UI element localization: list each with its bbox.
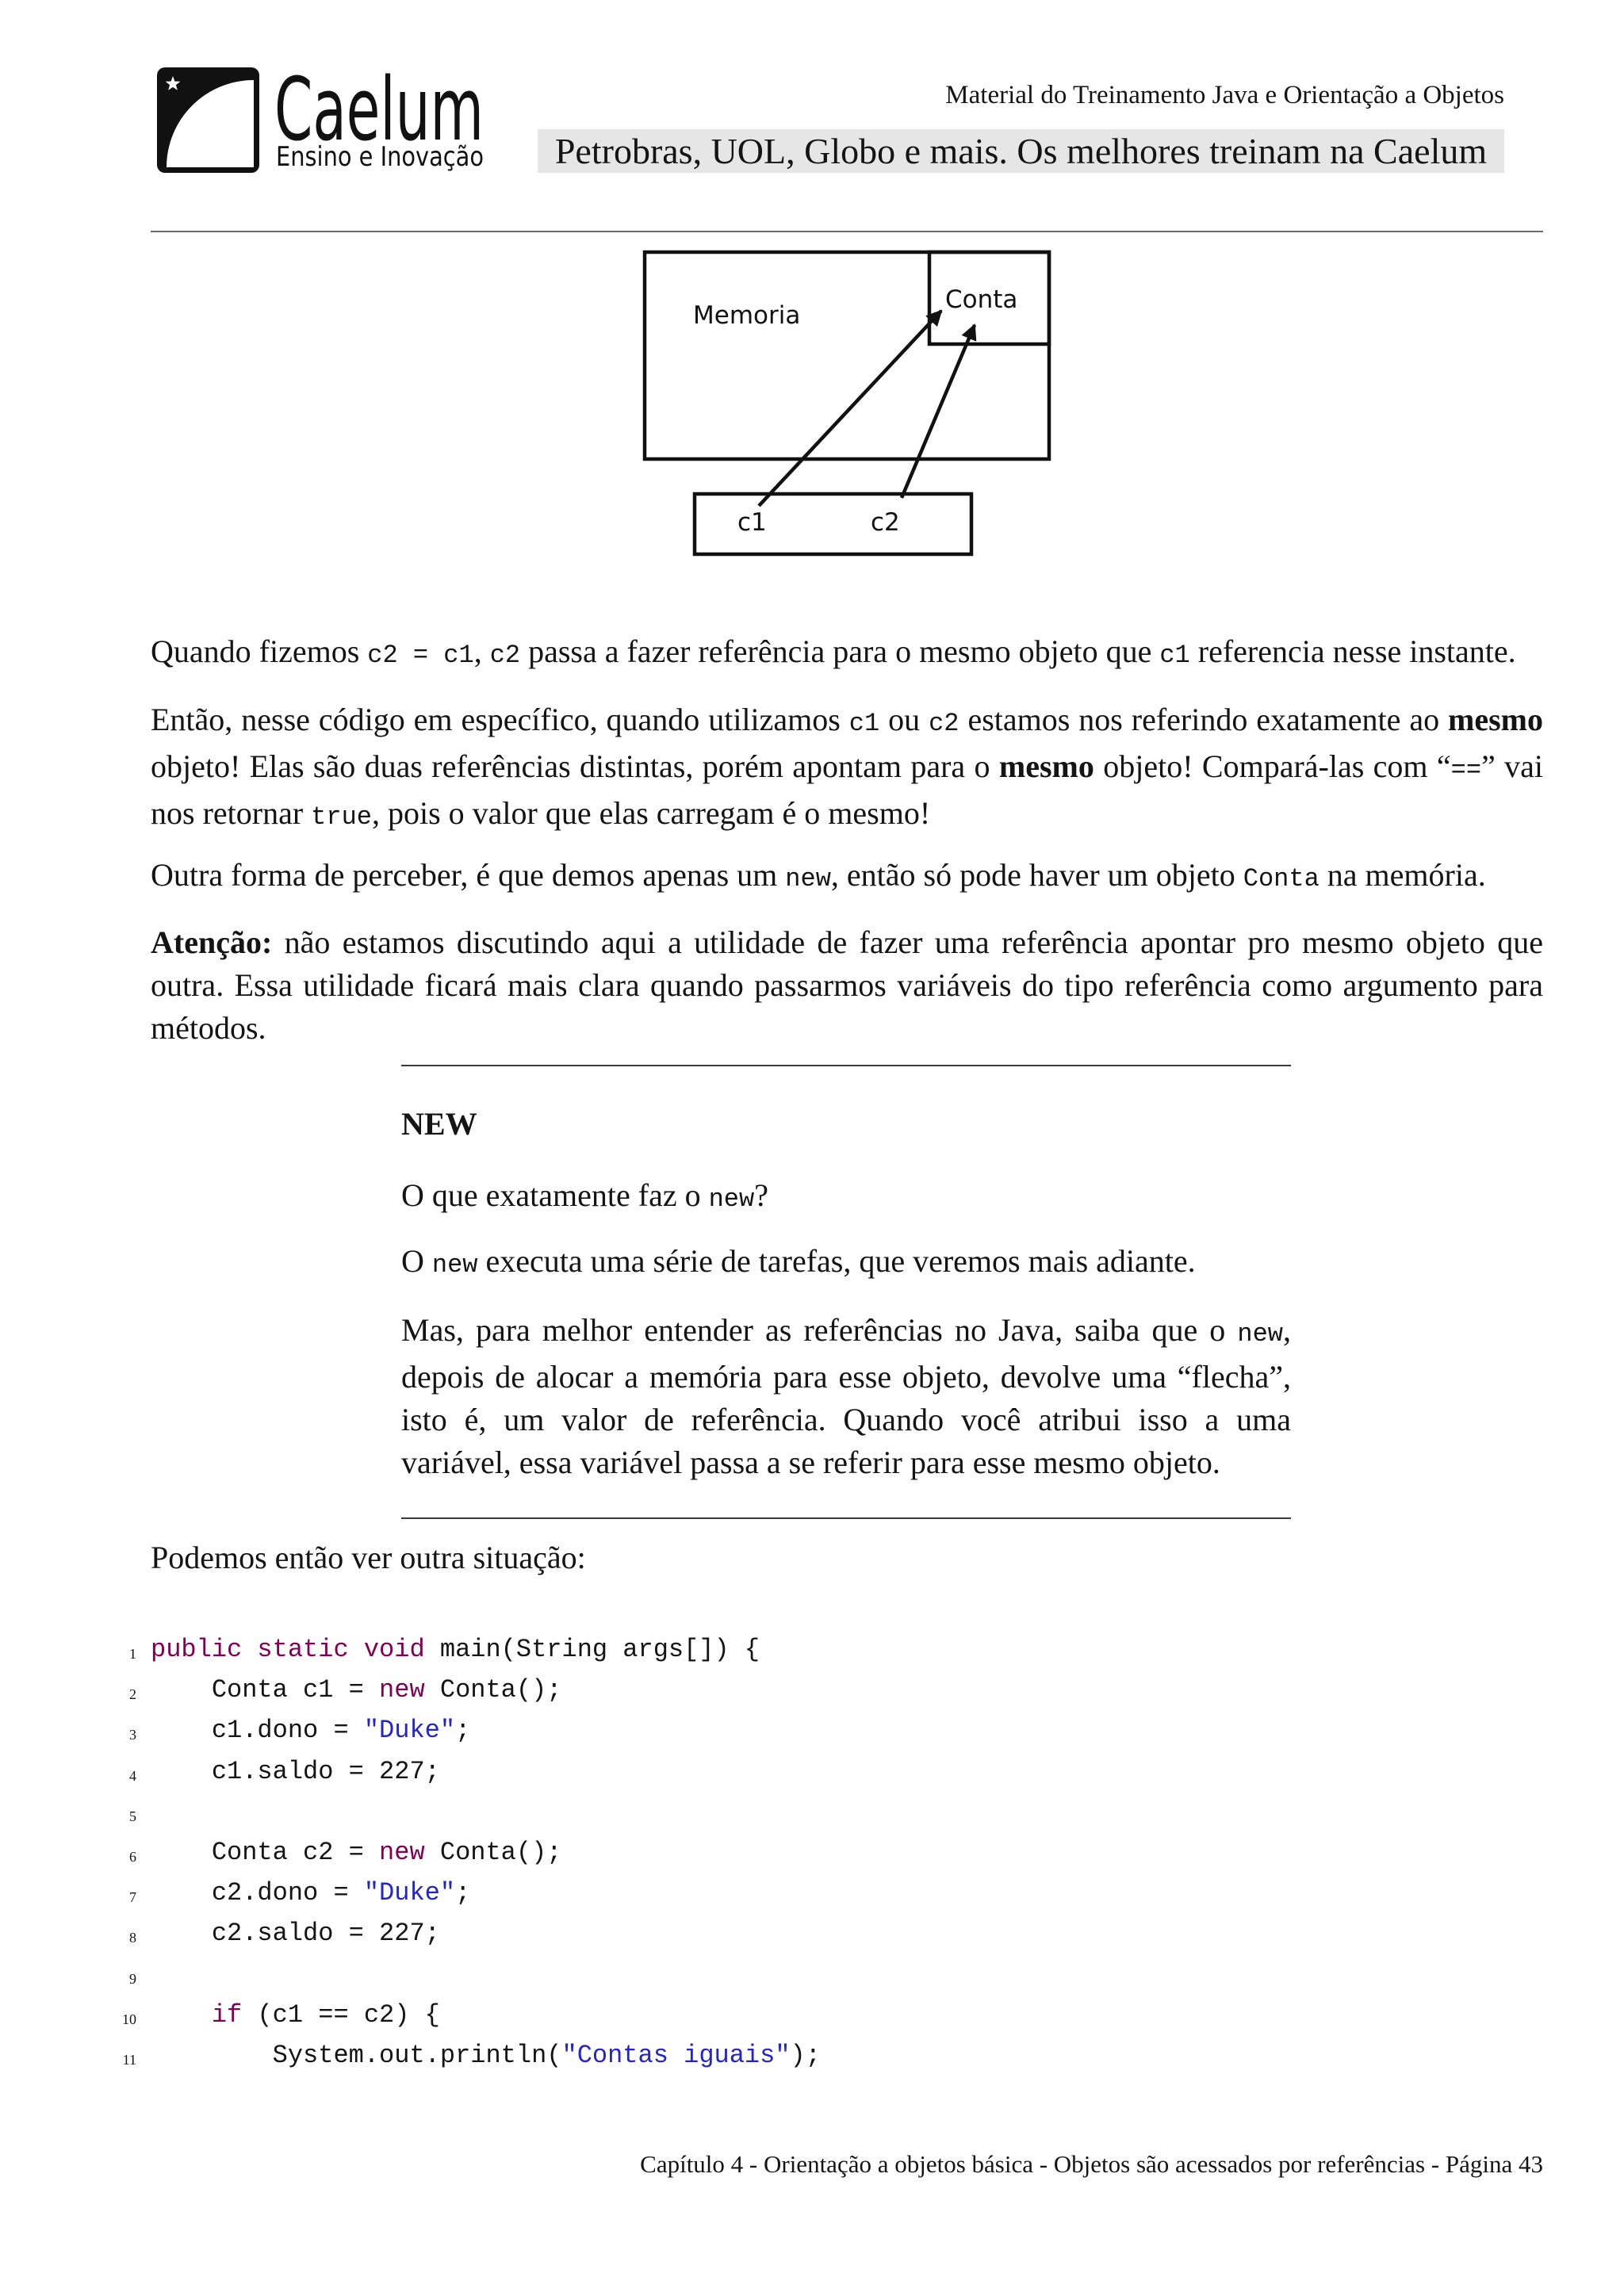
memory-box — [645, 252, 1049, 459]
text: não estamos discutindo aqui a utilidade de fazer uma referência apontar pro mesmo objeto que outra. Essa utilidade ficará mais clara quando passarmos variáveis do tipo referência como argumento para métodos. — [151, 924, 1543, 1046]
code-keyword: new — [379, 1837, 425, 1867]
text: objeto! Elas são duas referências distintas, porém apontam para o — [151, 748, 999, 784]
reference-c1-label: c1 — [737, 508, 767, 537]
code-line — [0, 1913, 1624, 1954]
box-title: NEW — [401, 1106, 477, 1142]
code-line — [0, 1995, 1624, 2035]
paragraph-1 — [151, 630, 1543, 677]
code-text: ); — [790, 2040, 821, 2070]
code-line — [0, 1751, 1624, 1792]
emphasis: mesmo — [998, 748, 1094, 784]
code-line — [0, 1792, 1624, 1832]
code-line — [0, 1710, 1624, 1751]
code-text: c2.dono = — [151, 1878, 364, 1908]
code-text: Conta(); — [424, 1675, 562, 1705]
text: O — [401, 1243, 432, 1279]
material-title: Material do Treinamento Java e Orientação a Objetos — [945, 81, 1504, 109]
line-number: 9 — [129, 1970, 136, 1987]
code-text: ; — [455, 1878, 471, 1908]
code-text: System.out.println( — [151, 2040, 562, 2070]
box-top-rule — [401, 1065, 1291, 1066]
code-line — [0, 1954, 1624, 1995]
code-content — [151, 1751, 440, 1792]
line-number: 5 — [129, 1808, 136, 1824]
box-paragraph-2 — [401, 1309, 1291, 1484]
line-number: 7 — [129, 1889, 136, 1906]
paragraph-attention — [151, 921, 1543, 1050]
line-number: 6 — [129, 1848, 136, 1865]
code-string: "Duke" — [363, 1878, 456, 1908]
inline-code: c2 = c1 — [367, 641, 474, 670]
code-line — [0, 2035, 1624, 2076]
code-text: c1.dono = — [151, 1716, 364, 1746]
text: executa uma série de tarefas, que veremos mais adiante. — [477, 1243, 1196, 1279]
slogan-banner: Petrobras, UOL, Globo e mais. Os melhores treinam na Caelum — [538, 129, 1504, 173]
code-string: "Contas iguais" — [561, 2040, 791, 2070]
code-content — [151, 1710, 470, 1751]
text: Outra forma de perceber, é que demos apenas um — [151, 857, 786, 893]
code-text: Conta c1 = — [151, 1675, 380, 1705]
code-line — [0, 1873, 1624, 1913]
code-text: (c1 == c2) { — [242, 1999, 440, 2030]
memory-reference-diagram — [634, 242, 1063, 567]
object-label: Conta — [945, 285, 1018, 314]
code-content — [151, 1832, 561, 1873]
page-footer: Capítulo 4 - Orientação a objetos básica - Objetos são acessados por referências - Página 43 — [640, 2150, 1543, 2178]
code-content — [151, 1629, 760, 1670]
code-content — [151, 1873, 470, 1913]
inline-code: true — [311, 802, 372, 832]
code-line — [0, 1670, 1624, 1710]
inline-code: new — [785, 864, 831, 894]
line-number: 8 — [129, 1930, 136, 1946]
code-line — [0, 1832, 1624, 1873]
inline-code: c2 — [929, 709, 959, 738]
inline-code: new — [1237, 1319, 1283, 1349]
text: , pois o valor que elas carregam é o mesmo! — [371, 795, 931, 831]
emphasis: mesmo — [1448, 702, 1543, 737]
code-content — [151, 1995, 440, 2035]
code-text: Conta(); — [424, 1837, 562, 1867]
text: ou — [879, 702, 929, 737]
inline-code: new — [431, 1250, 478, 1280]
line-number: 1 — [129, 1646, 136, 1662]
attention-label: Atenção: — [151, 924, 273, 960]
text: , — [473, 633, 490, 669]
box-bottom-rule — [401, 1517, 1291, 1519]
line-number: 3 — [129, 1727, 136, 1743]
box-question — [401, 1174, 1291, 1221]
text: Quando fizemos — [151, 633, 368, 669]
code-string: "Duke" — [363, 1716, 456, 1746]
text: O que exatamente faz o — [401, 1177, 709, 1213]
code-content — [151, 1913, 440, 1954]
caelum-logo — [157, 66, 498, 181]
caelum-logo-mark — [157, 67, 259, 173]
header-divider — [151, 231, 1543, 232]
code-keyword: if — [211, 1999, 243, 2030]
code-keyword: new — [379, 1675, 425, 1705]
text: , depois de alocar a memória para esse objeto, devolve uma “flecha”, isto é, um valor de referência. Quando você atribui isso a uma variável, essa variável passa a se referir para esse mesmo objeto. — [401, 1312, 1291, 1480]
arrow-c1-to-object — [759, 311, 941, 506]
code-content — [151, 1670, 561, 1710]
code-intro: Podemos então ver outra situação: — [151, 1540, 586, 1575]
inline-code: c2 — [489, 641, 521, 670]
line-number: 11 — [122, 2051, 136, 2068]
inline-code: new — [708, 1184, 755, 1214]
text: passa a fazer referência para o mesmo objeto que — [520, 633, 1160, 669]
text: , então só pode haver um objeto — [830, 857, 1243, 893]
box-paragraph-1 — [401, 1240, 1291, 1287]
memory-label: Memoria — [693, 301, 801, 330]
logo-tagline: Ensino e Inovação — [276, 141, 484, 173]
code-text: main(String args[]) { — [424, 1635, 760, 1664]
paragraph-3 — [151, 854, 1543, 901]
code-text: c2.saldo = 227; — [151, 1919, 440, 1949]
text: na memória. — [1319, 857, 1486, 893]
code-text — [151, 2000, 212, 2030]
code-listing — [0, 1629, 1624, 2076]
line-number: 10 — [122, 2011, 136, 2027]
reference-c2-label: c2 — [871, 508, 900, 537]
arrow-c2-to-object — [902, 325, 975, 498]
code-text: Conta c2 = — [151, 1837, 380, 1867]
text: ? — [754, 1177, 768, 1213]
line-number: 4 — [129, 1767, 136, 1784]
code-keyword: public static void — [151, 1635, 425, 1664]
text: objeto! Compará-las com “ — [1094, 748, 1451, 784]
inline-code: c1 — [848, 709, 880, 738]
references-box — [695, 494, 971, 554]
text: referencia nesse instante. — [1189, 633, 1516, 669]
code-text: c1.saldo = 227; — [151, 1756, 440, 1786]
logo-name: Caelum — [274, 66, 484, 160]
text: ” vai nos retornar — [151, 748, 1543, 831]
inline-code: == — [1450, 756, 1482, 785]
paragraph-2 — [151, 698, 1543, 839]
code-content — [151, 2035, 821, 2076]
text: estamos nos referindo exatamente ao — [959, 702, 1449, 737]
line-number: 2 — [129, 1686, 136, 1703]
code-line — [0, 1629, 1624, 1670]
inline-code: Conta — [1243, 864, 1320, 894]
code-text: ; — [455, 1716, 471, 1746]
text: Então, nesse código em específico, quando utilizamos — [151, 702, 849, 737]
inline-code: c1 — [1159, 641, 1190, 670]
text: Mas, para melhor entender as referências no Java, saiba que o — [401, 1312, 1238, 1348]
